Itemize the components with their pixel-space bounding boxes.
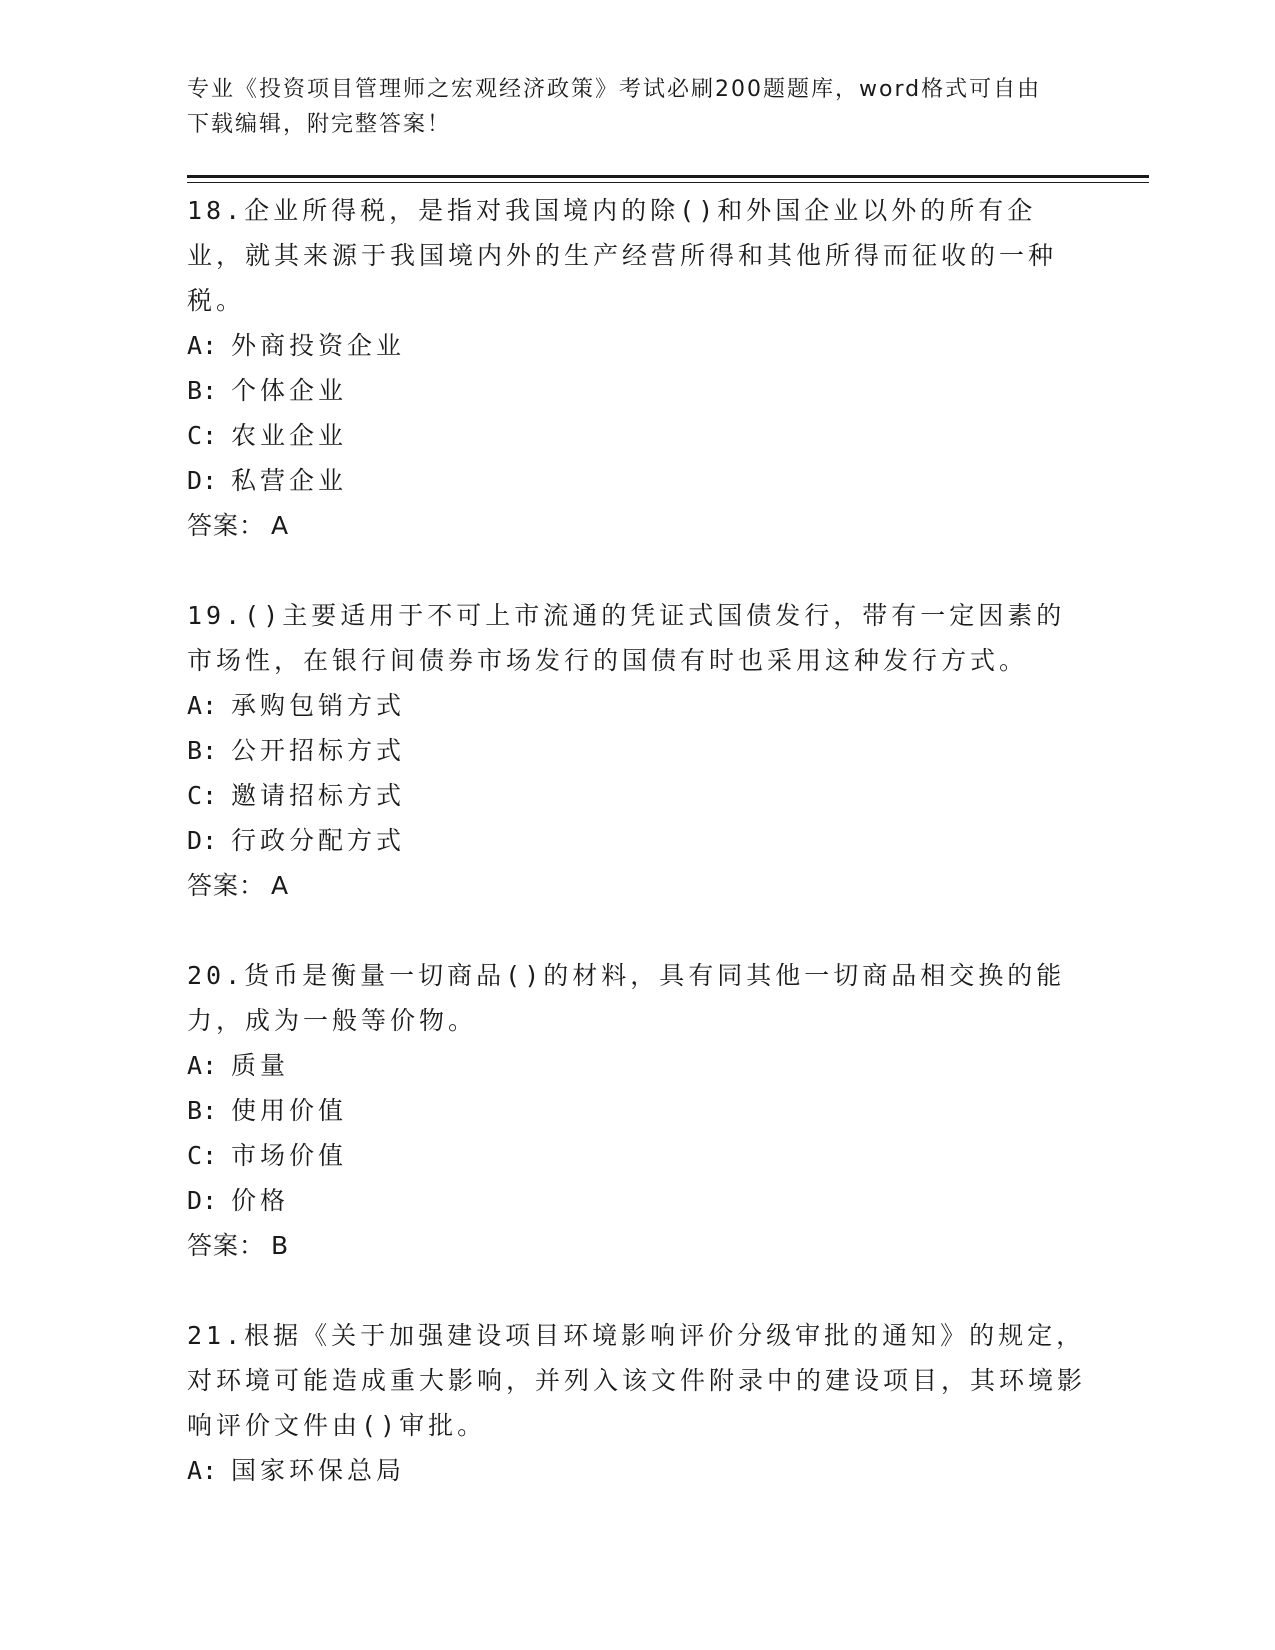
option-d [187,1178,1087,1223]
document-header [187,72,1067,142]
header-divider-thick [187,175,1149,178]
option-text: 使用价值 [231,1096,348,1125]
option-text: 邀请招标方式 [231,781,406,810]
option-c [187,413,1087,458]
answer-label: 答案： [187,1231,266,1260]
option-text: 农业企业 [231,421,348,450]
question-text: 21.根据《关于加强建设项目环境影响评价分级审批的通知》的规定，对环境可能造成重大影响，并列入该文件附录中的建设项目，其环境影响评价文件由()审批。 [187,1321,1087,1440]
option-text: 质量 [231,1051,290,1080]
option-label: C: [187,421,218,450]
answer-value: A [271,871,290,900]
answer-label: 答案： [187,871,266,900]
question-text: 20.货币是衡量一切商品()的材料，具有同其他一切商品相交换的能力，成为一般等价物。 [187,961,1066,1035]
answer-value: B [271,1231,290,1260]
question-19 [187,593,1087,908]
option-label: A: [187,331,218,360]
answer-value: A [271,511,290,540]
option-label: A: [187,1051,218,1080]
option-a [187,1043,1087,1088]
header-line-2: 下载编辑，附完整答案！ [187,112,452,137]
option-label: A: [187,1456,218,1485]
header-line-1: 专业《投资项目管理师之宏观经济政策》考试必刷200题题库，word格式可自由 [187,77,1042,102]
option-text: 个体企业 [231,376,348,405]
question-21 [187,1313,1087,1493]
header-divider-thin [187,182,1149,183]
question-18 [187,188,1087,548]
option-b [187,728,1087,773]
option-text: 行政分配方式 [231,826,406,855]
option-text: 市场价值 [231,1141,348,1170]
option-label: C: [187,1141,218,1170]
option-a [187,323,1087,368]
option-text: 私营企业 [231,466,348,495]
option-label: B: [187,736,218,765]
option-text: 外商投资企业 [231,331,406,360]
question-list [187,188,1087,1538]
option-text: 国家环保总局 [231,1456,406,1485]
option-text: 承购包销方式 [231,691,406,720]
option-label: B: [187,376,218,405]
option-text: 公开招标方式 [231,736,406,765]
option-b [187,368,1087,413]
option-d [187,818,1087,863]
option-a [187,1448,1087,1493]
option-c [187,1133,1087,1178]
option-text: 价格 [231,1186,290,1215]
option-b [187,1088,1087,1133]
answer-line [187,863,1087,908]
answer-line [187,1223,1087,1268]
answer-line [187,503,1087,548]
option-label: D: [187,466,218,495]
option-label: B: [187,1096,218,1125]
option-label: D: [187,1186,218,1215]
option-label: D: [187,826,218,855]
option-label: A: [187,691,218,720]
option-d [187,458,1087,503]
option-a [187,683,1087,728]
answer-label: 答案： [187,511,266,540]
option-c [187,773,1087,818]
question-20 [187,953,1087,1268]
question-text: 19.()主要适用于不可上市流通的凭证式国债发行，带有一定因素的市场性，在银行间债券市场发行的国债有时也采用这种发行方式。 [187,601,1066,675]
question-text: 18.企业所得税，是指对我国境内的除()和外国企业以外的所有企业，就其来源于我国境内外的生产经营所得和其他所得而征收的一种税。 [187,196,1058,315]
option-label: C: [187,781,218,810]
